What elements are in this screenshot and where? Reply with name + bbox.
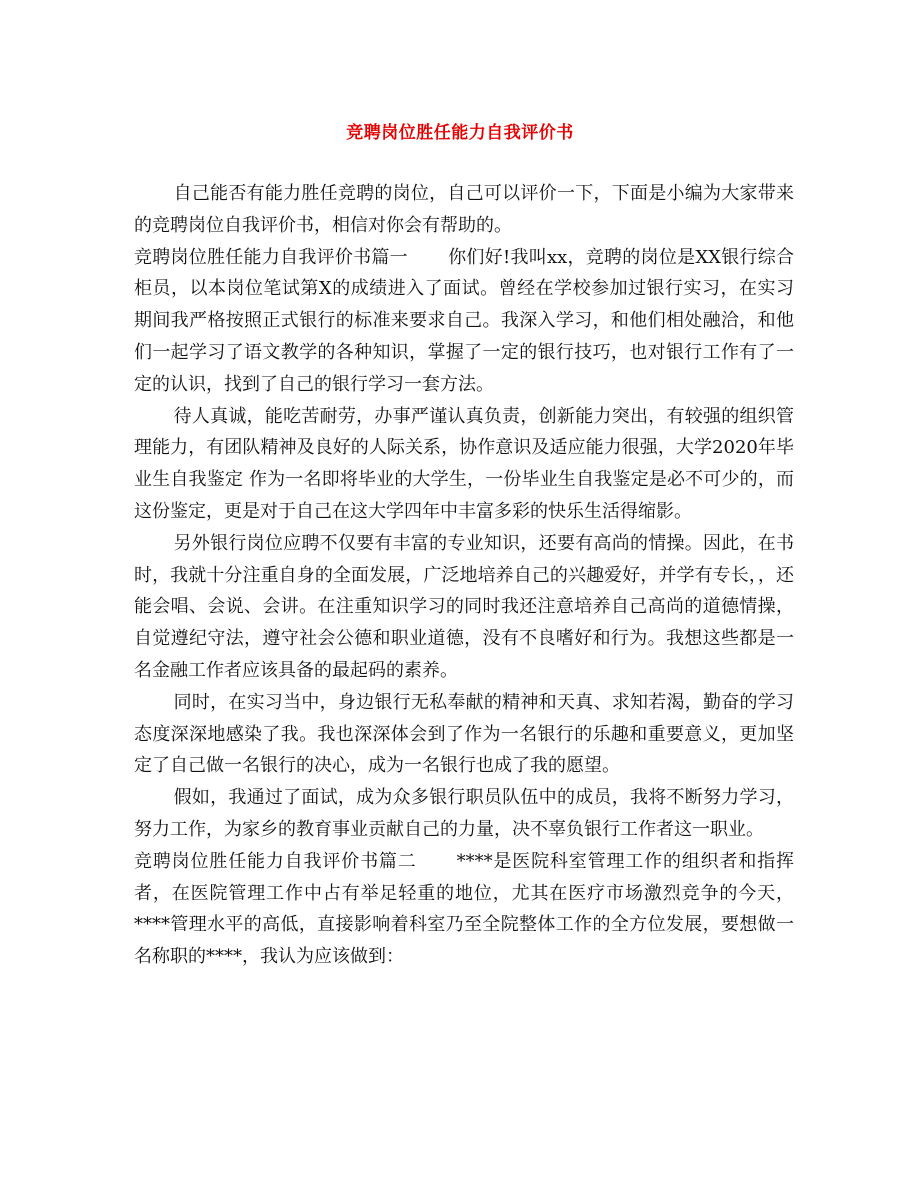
section-heading: 竞聘岗位胜任能力自我评价书篇一 xyxy=(134,246,408,268)
paragraph-text: 另外银行岗位应聘不仅要有丰富的专业知识，还要有高尚的情操。因此，在书时，我就十分注重自身的全面发展，广泛地培养自己的兴趣爱好，并学有专长，，还能会唱、会说、会讲。在注重知识学习的同时我还注意培养自己高尚的道德情操，自觉遵纪守法，遵守社会公德和职业道德，没有不良嗜好和行为。我想这些都是一名金融工作者应该具备的最起码的素养。 xyxy=(134,532,794,681)
paragraph-morality xyxy=(134,528,794,687)
paragraph-text: 假如，我通过了面试，成为众多银行职员队伍中的成员，我将不断努力学习，努力工作，为家乡的教育事业贡献自己的力量，决不辜负银行工作者这一职业。 xyxy=(134,787,794,840)
section-heading: 竞聘岗位胜任能力自我评价书篇二 xyxy=(134,850,417,872)
document-body xyxy=(134,178,794,973)
paragraph-text: 同时，在实习当中，身边银行无私奉献的精神和天真、求知若渴，勤奋的学习态度深深地感染了我。我也深深体会到了作为一名银行的乐趣和重要意义，更加坚定了自己做一名银行的决心，成为一名银行也成了我的愿望。 xyxy=(134,691,794,777)
paragraph-internship xyxy=(134,687,794,782)
paragraph-intro xyxy=(134,178,794,242)
document-title: 竞聘岗位胜任能力自我评价书 xyxy=(346,123,574,143)
paragraph-section-one xyxy=(134,242,794,401)
paragraph-commitment xyxy=(134,782,794,846)
paragraph-text: 待人真诚，能吃苦耐劳，办事严谨认真负责，创新能力突出，有较强的组织管理能力，有团队精神及良好的人际关系，协作意识及适应能力很强，大学2020年毕业生自我鉴定 作为一名即将毕业的大学生，一份毕业生自我鉴定是必不可少的，而这份鉴定，更是对于自己在这大学四年中丰富多彩的快乐生活得缩影。 xyxy=(134,405,794,522)
paragraph-character xyxy=(134,401,794,528)
paragraph-section-two xyxy=(134,846,794,973)
paragraph-text: 自己能否有能力胜任竞聘的岗位，自己可以评价一下，下面是小编为大家带来的竞聘岗位自我评价书，相信对你会有帮助的。 xyxy=(134,183,794,236)
paragraph-text: 你们好!我叫xx，竞聘的岗位是XX银行综合柜员，以本岗位笔试第X的成绩进入了面试。曾经在学校参加过银行实习，在实习期间我严格按照正式银行的标准来要求自己。我深入学习，和他们相处融洽，和他们一起学习了语文教学的各种知识，掌握了一定的银行技巧，也对银行工作有了一定的认识，找到了自己的银行学习一套方法。 xyxy=(134,246,795,395)
paragraph-text: ****是医院科室管理工作的组织者和指挥者，在医院管理工作中占有举足轻重的地位，尤其在医疗市场激烈竞争的今天，****管理水平的高低，直接影响着科室乃至全院整体工作的全方位发展，要想做一名称职的****，我认为应该做到： xyxy=(134,850,795,968)
